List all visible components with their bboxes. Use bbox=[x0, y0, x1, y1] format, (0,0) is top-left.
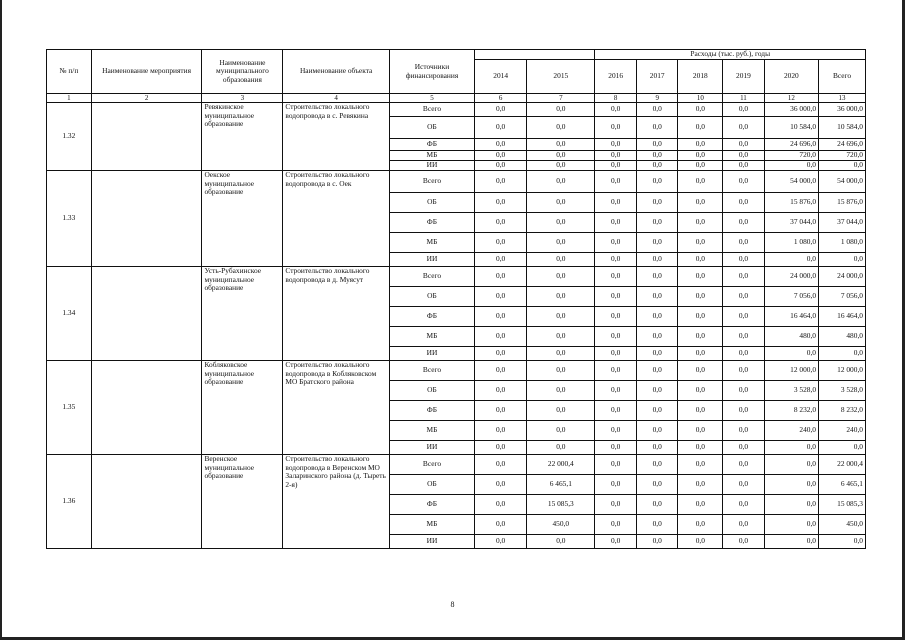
value-cell: 0,0 bbox=[636, 455, 678, 475]
total-cell: 15 085,3 bbox=[819, 495, 866, 515]
value-cell: 0,0 bbox=[527, 287, 595, 307]
col-number: 7 bbox=[527, 94, 595, 103]
col-number: 6 bbox=[475, 94, 527, 103]
value-cell: 0,0 bbox=[475, 117, 527, 139]
value-cell: 0,0 bbox=[595, 401, 637, 421]
value-cell: 0,0 bbox=[595, 421, 637, 441]
value-cell: 0,0 bbox=[764, 455, 818, 475]
object-cell: Строительство локального водопровода в с. Оек bbox=[283, 171, 389, 267]
row-index: 1.33 bbox=[47, 171, 92, 267]
value-cell: 36 000,0 bbox=[764, 103, 818, 117]
source-cell: ИИ bbox=[389, 535, 474, 549]
value-cell: 0,0 bbox=[678, 515, 723, 535]
total-cell: 16 464,0 bbox=[819, 307, 866, 327]
value-cell: 0,0 bbox=[595, 455, 637, 475]
value-cell: 0,0 bbox=[723, 361, 765, 381]
header-year: 2017 bbox=[636, 60, 678, 94]
value-cell: 0,0 bbox=[527, 401, 595, 421]
value-cell: 0,0 bbox=[475, 347, 527, 361]
budget-table bbox=[46, 49, 866, 549]
total-cell: 0,0 bbox=[819, 441, 866, 455]
total-cell: 10 584,0 bbox=[819, 117, 866, 139]
value-cell: 0,0 bbox=[678, 475, 723, 495]
value-cell: 0,0 bbox=[595, 267, 637, 287]
value-cell: 0,0 bbox=[636, 441, 678, 455]
value-cell: 0,0 bbox=[636, 401, 678, 421]
value-cell: 15 085,3 bbox=[527, 495, 595, 515]
value-cell: 0,0 bbox=[595, 361, 637, 381]
total-cell: 1 080,0 bbox=[819, 233, 866, 253]
value-cell: 0,0 bbox=[764, 535, 818, 549]
value-cell: 0,0 bbox=[678, 401, 723, 421]
value-cell: 0,0 bbox=[475, 475, 527, 495]
value-cell: 0,0 bbox=[678, 193, 723, 213]
value-cell: 0,0 bbox=[595, 287, 637, 307]
value-cell: 0,0 bbox=[527, 347, 595, 361]
header-expenses: Расходы (тыс. руб.), годы bbox=[595, 50, 866, 60]
total-cell: 720,0 bbox=[819, 151, 866, 161]
header-municipality: Наименование муниципального образования bbox=[202, 50, 283, 94]
value-cell: 0,0 bbox=[475, 287, 527, 307]
source-cell: ИИ bbox=[389, 161, 474, 171]
value-cell: 0,0 bbox=[723, 307, 765, 327]
total-cell: 0,0 bbox=[819, 253, 866, 267]
value-cell: 0,0 bbox=[678, 441, 723, 455]
value-cell: 0,0 bbox=[527, 535, 595, 549]
value-cell: 0,0 bbox=[723, 401, 765, 421]
value-cell: 24 000,0 bbox=[764, 267, 818, 287]
value-cell: 0,0 bbox=[595, 139, 637, 151]
value-cell: 0,0 bbox=[595, 103, 637, 117]
col-number: 5 bbox=[389, 94, 474, 103]
value-cell: 0,0 bbox=[636, 421, 678, 441]
value-cell: 24 696,0 bbox=[764, 139, 818, 151]
value-cell: 0,0 bbox=[678, 421, 723, 441]
total-cell: 54 000,0 bbox=[819, 171, 866, 193]
value-cell: 0,0 bbox=[475, 151, 527, 161]
value-cell: 0,0 bbox=[595, 381, 637, 401]
value-cell: 0,0 bbox=[527, 307, 595, 327]
value-cell: 0,0 bbox=[636, 495, 678, 515]
total-cell: 3 528,0 bbox=[819, 381, 866, 401]
value-cell: 0,0 bbox=[595, 347, 637, 361]
value-cell: 0,0 bbox=[527, 253, 595, 267]
value-cell: 0,0 bbox=[678, 455, 723, 475]
value-cell: 0,0 bbox=[678, 139, 723, 151]
value-cell: 0,0 bbox=[475, 253, 527, 267]
municipality-cell: Усть-Рубахинское муниципальное образование bbox=[202, 267, 283, 361]
source-cell: ОБ bbox=[389, 193, 474, 213]
value-cell: 0,0 bbox=[723, 475, 765, 495]
value-cell: 0,0 bbox=[595, 193, 637, 213]
value-cell: 0,0 bbox=[764, 495, 818, 515]
total-cell: 8 232,0 bbox=[819, 401, 866, 421]
value-cell: 0,0 bbox=[527, 327, 595, 347]
value-cell: 7 056,0 bbox=[764, 287, 818, 307]
header-year: 2016 bbox=[595, 60, 637, 94]
value-cell: 0,0 bbox=[475, 401, 527, 421]
total-cell: 22 000,4 bbox=[819, 455, 866, 475]
total-cell: 480,0 bbox=[819, 327, 866, 347]
value-cell: 480,0 bbox=[764, 327, 818, 347]
row-index: 1.36 bbox=[47, 455, 92, 549]
value-cell: 0,0 bbox=[527, 171, 595, 193]
col-number: 13 bbox=[819, 94, 866, 103]
value-cell: 0,0 bbox=[595, 535, 637, 549]
header-blank bbox=[475, 50, 595, 60]
total-cell: 450,0 bbox=[819, 515, 866, 535]
source-cell: ИИ bbox=[389, 347, 474, 361]
value-cell: 0,0 bbox=[764, 347, 818, 361]
value-cell: 0,0 bbox=[527, 117, 595, 139]
source-cell: МБ bbox=[389, 233, 474, 253]
value-cell: 0,0 bbox=[678, 327, 723, 347]
value-cell: 720,0 bbox=[764, 151, 818, 161]
value-cell: 0,0 bbox=[678, 117, 723, 139]
value-cell: 0,0 bbox=[723, 193, 765, 213]
value-cell: 0,0 bbox=[636, 171, 678, 193]
value-cell: 1 080,0 bbox=[764, 233, 818, 253]
header-year: 2014 bbox=[475, 60, 527, 94]
value-cell: 0,0 bbox=[723, 117, 765, 139]
col-number: 10 bbox=[678, 94, 723, 103]
value-cell: 0,0 bbox=[678, 347, 723, 361]
source-cell: ФБ bbox=[389, 213, 474, 233]
value-cell: 0,0 bbox=[475, 139, 527, 151]
event-cell bbox=[91, 361, 202, 455]
value-cell: 0,0 bbox=[723, 151, 765, 161]
value-cell: 0,0 bbox=[475, 535, 527, 549]
col-number: 4 bbox=[283, 94, 389, 103]
value-cell: 0,0 bbox=[595, 171, 637, 193]
source-cell: ОБ bbox=[389, 381, 474, 401]
total-cell: 0,0 bbox=[819, 347, 866, 361]
value-cell: 12 000,0 bbox=[764, 361, 818, 381]
value-cell: 0,0 bbox=[636, 381, 678, 401]
value-cell: 0,0 bbox=[595, 253, 637, 267]
source-cell: ОБ bbox=[389, 117, 474, 139]
value-cell: 0,0 bbox=[595, 213, 637, 233]
value-cell: 0,0 bbox=[723, 535, 765, 549]
value-cell: 0,0 bbox=[636, 117, 678, 139]
col-number: 12 bbox=[764, 94, 818, 103]
event-cell bbox=[91, 171, 202, 267]
source-cell: ФБ bbox=[389, 139, 474, 151]
value-cell: 0,0 bbox=[527, 267, 595, 287]
value-cell: 0,0 bbox=[595, 441, 637, 455]
source-cell: МБ bbox=[389, 151, 474, 161]
value-cell: 0,0 bbox=[527, 213, 595, 233]
table-row bbox=[47, 361, 866, 381]
value-cell: 54 000,0 bbox=[764, 171, 818, 193]
value-cell: 0,0 bbox=[475, 327, 527, 347]
value-cell: 0,0 bbox=[527, 139, 595, 151]
value-cell: 0,0 bbox=[475, 171, 527, 193]
total-cell: 15 876,0 bbox=[819, 193, 866, 213]
source-cell: ОБ bbox=[389, 287, 474, 307]
value-cell: 0,0 bbox=[678, 151, 723, 161]
value-cell: 3 528,0 bbox=[764, 381, 818, 401]
event-cell bbox=[91, 103, 202, 171]
value-cell: 0,0 bbox=[723, 161, 765, 171]
value-cell: 0,0 bbox=[527, 441, 595, 455]
municipality-cell: Веренское муниципальное образование bbox=[202, 455, 283, 549]
value-cell: 0,0 bbox=[475, 307, 527, 327]
value-cell: 0,0 bbox=[595, 307, 637, 327]
value-cell: 0,0 bbox=[636, 475, 678, 495]
value-cell: 0,0 bbox=[678, 103, 723, 117]
total-cell: 37 044,0 bbox=[819, 213, 866, 233]
source-cell: МБ bbox=[389, 515, 474, 535]
row-index: 1.34 bbox=[47, 267, 92, 361]
value-cell: 0,0 bbox=[636, 233, 678, 253]
source-cell: ФБ bbox=[389, 495, 474, 515]
col-number: 1 bbox=[47, 94, 92, 103]
total-cell: 240,0 bbox=[819, 421, 866, 441]
value-cell: 0,0 bbox=[636, 139, 678, 151]
value-cell: 0,0 bbox=[723, 233, 765, 253]
value-cell: 0,0 bbox=[636, 193, 678, 213]
value-cell: 15 876,0 bbox=[764, 193, 818, 213]
col-number: 3 bbox=[202, 94, 283, 103]
value-cell: 0,0 bbox=[678, 361, 723, 381]
value-cell: 0,0 bbox=[636, 161, 678, 171]
source-cell: ИИ bbox=[389, 253, 474, 267]
total-cell: 24 000,0 bbox=[819, 267, 866, 287]
value-cell: 0,0 bbox=[723, 347, 765, 361]
value-cell: 0,0 bbox=[595, 515, 637, 535]
value-cell: 0,0 bbox=[678, 253, 723, 267]
value-cell: 0,0 bbox=[475, 515, 527, 535]
value-cell: 0,0 bbox=[636, 515, 678, 535]
value-cell: 0,0 bbox=[678, 267, 723, 287]
total-cell: 12 000,0 bbox=[819, 361, 866, 381]
value-cell: 0,0 bbox=[636, 253, 678, 267]
value-cell: 0,0 bbox=[527, 233, 595, 253]
value-cell: 0,0 bbox=[475, 193, 527, 213]
header-source: Источники финансирования bbox=[389, 50, 474, 94]
value-cell: 0,0 bbox=[678, 495, 723, 515]
header-event: Наименование мероприятия bbox=[91, 50, 202, 94]
object-cell: Строительство локального водопровода в с. Ревякина bbox=[283, 103, 389, 171]
source-cell: Всего bbox=[389, 103, 474, 117]
municipality-cell: Кобляковское муниципальное образование bbox=[202, 361, 283, 455]
value-cell: 0,0 bbox=[475, 441, 527, 455]
value-cell: 0,0 bbox=[475, 361, 527, 381]
col-number: 2 bbox=[91, 94, 202, 103]
value-cell: 0,0 bbox=[475, 267, 527, 287]
value-cell: 0,0 bbox=[475, 213, 527, 233]
table-row bbox=[47, 267, 866, 287]
value-cell: 0,0 bbox=[678, 233, 723, 253]
total-cell: 6 465,1 bbox=[819, 475, 866, 495]
value-cell: 0,0 bbox=[595, 495, 637, 515]
event-cell bbox=[91, 455, 202, 549]
value-cell: 0,0 bbox=[475, 455, 527, 475]
value-cell: 0,0 bbox=[475, 381, 527, 401]
value-cell: 0,0 bbox=[678, 535, 723, 549]
header-year: 2020 bbox=[764, 60, 818, 94]
value-cell: 450,0 bbox=[527, 515, 595, 535]
value-cell: 0,0 bbox=[527, 361, 595, 381]
event-cell bbox=[91, 267, 202, 361]
value-cell: 0,0 bbox=[764, 475, 818, 495]
value-cell: 0,0 bbox=[595, 161, 637, 171]
value-cell: 16 464,0 bbox=[764, 307, 818, 327]
value-cell: 0,0 bbox=[595, 117, 637, 139]
value-cell: 0,0 bbox=[678, 287, 723, 307]
source-cell: Всего bbox=[389, 455, 474, 475]
value-cell: 0,0 bbox=[723, 441, 765, 455]
value-cell: 0,0 bbox=[764, 441, 818, 455]
page-number: 8 bbox=[450, 600, 455, 609]
source-cell: Всего bbox=[389, 171, 474, 193]
header-year: 2015 bbox=[527, 60, 595, 94]
value-cell: 0,0 bbox=[678, 213, 723, 233]
total-cell: 24 696,0 bbox=[819, 139, 866, 151]
header-object: Наименование объекта bbox=[283, 50, 389, 94]
value-cell: 0,0 bbox=[723, 171, 765, 193]
value-cell: 0,0 bbox=[764, 253, 818, 267]
source-cell: ФБ bbox=[389, 401, 474, 421]
col-number: 8 bbox=[595, 94, 637, 103]
header-year: 2019 bbox=[723, 60, 765, 94]
header-no: № п/п bbox=[47, 50, 92, 94]
value-cell: 0,0 bbox=[723, 213, 765, 233]
value-cell: 0,0 bbox=[527, 381, 595, 401]
value-cell: 8 232,0 bbox=[764, 401, 818, 421]
value-cell: 0,0 bbox=[764, 161, 818, 171]
value-cell: 0,0 bbox=[723, 253, 765, 267]
value-cell: 0,0 bbox=[636, 103, 678, 117]
total-cell: 0,0 bbox=[819, 535, 866, 549]
source-cell: Всего bbox=[389, 361, 474, 381]
value-cell: 0,0 bbox=[475, 495, 527, 515]
value-cell: 0,0 bbox=[723, 495, 765, 515]
source-cell: ФБ bbox=[389, 307, 474, 327]
total-cell: 0,0 bbox=[819, 161, 866, 171]
source-cell: МБ bbox=[389, 327, 474, 347]
value-cell: 0,0 bbox=[636, 535, 678, 549]
scan-edge-left bbox=[0, 0, 2, 640]
value-cell: 0,0 bbox=[723, 421, 765, 441]
object-cell: Строительство локального водопровода в Кобляковском МО Братского района bbox=[283, 361, 389, 455]
source-cell: ОБ bbox=[389, 475, 474, 495]
col-number: 11 bbox=[723, 94, 765, 103]
value-cell: 0,0 bbox=[527, 421, 595, 441]
municipality-cell: Ревякинское муниципальное образование bbox=[202, 103, 283, 171]
value-cell: 0,0 bbox=[723, 455, 765, 475]
table-row bbox=[47, 171, 866, 193]
table-row bbox=[47, 455, 866, 475]
value-cell: 0,0 bbox=[723, 267, 765, 287]
value-cell: 0,0 bbox=[527, 151, 595, 161]
value-cell: 0,0 bbox=[636, 213, 678, 233]
value-cell: 0,0 bbox=[723, 515, 765, 535]
source-cell: ИИ bbox=[389, 441, 474, 455]
value-cell: 0,0 bbox=[595, 233, 637, 253]
value-cell: 0,0 bbox=[678, 171, 723, 193]
value-cell: 22 000,4 bbox=[527, 455, 595, 475]
value-cell: 0,0 bbox=[723, 381, 765, 401]
value-cell: 0,0 bbox=[475, 161, 527, 171]
value-cell: 0,0 bbox=[678, 161, 723, 171]
value-cell: 0,0 bbox=[475, 233, 527, 253]
municipality-cell: Оекское муниципальное образование bbox=[202, 171, 283, 267]
value-cell: 0,0 bbox=[595, 151, 637, 161]
table-body bbox=[47, 103, 866, 549]
value-cell: 10 584,0 bbox=[764, 117, 818, 139]
total-cell: 7 056,0 bbox=[819, 287, 866, 307]
value-cell: 0,0 bbox=[636, 361, 678, 381]
value-cell: 0,0 bbox=[723, 103, 765, 117]
header-year: 2018 bbox=[678, 60, 723, 94]
value-cell: 0,0 bbox=[636, 347, 678, 361]
value-cell: 0,0 bbox=[636, 267, 678, 287]
value-cell: 37 044,0 bbox=[764, 213, 818, 233]
value-cell: 0,0 bbox=[636, 151, 678, 161]
value-cell: 0,0 bbox=[678, 381, 723, 401]
value-cell: 0,0 bbox=[636, 327, 678, 347]
object-cell: Строительство локального водопровода в д. Муясут bbox=[283, 267, 389, 361]
value-cell: 0,0 bbox=[595, 475, 637, 495]
source-cell: Всего bbox=[389, 267, 474, 287]
value-cell: 0,0 bbox=[527, 161, 595, 171]
table-row bbox=[47, 103, 866, 117]
row-index: 1.35 bbox=[47, 361, 92, 455]
row-index: 1.32 bbox=[47, 103, 92, 171]
value-cell: 6 465,1 bbox=[527, 475, 595, 495]
total-cell: 36 000,0 bbox=[819, 103, 866, 117]
value-cell: 0,0 bbox=[595, 327, 637, 347]
value-cell: 0,0 bbox=[475, 421, 527, 441]
col-number: 9 bbox=[636, 94, 678, 103]
value-cell: 0,0 bbox=[527, 193, 595, 213]
value-cell: 0,0 bbox=[636, 307, 678, 327]
value-cell: 0,0 bbox=[527, 103, 595, 117]
value-cell: 0,0 bbox=[636, 287, 678, 307]
header-total: Всего bbox=[819, 60, 866, 94]
value-cell: 0,0 bbox=[475, 103, 527, 117]
value-cell: 0,0 bbox=[723, 327, 765, 347]
column-number-row bbox=[47, 94, 866, 103]
value-cell: 0,0 bbox=[764, 515, 818, 535]
source-cell: МБ bbox=[389, 421, 474, 441]
value-cell: 0,0 bbox=[723, 139, 765, 151]
value-cell: 0,0 bbox=[723, 287, 765, 307]
value-cell: 240,0 bbox=[764, 421, 818, 441]
value-cell: 0,0 bbox=[678, 307, 723, 327]
object-cell: Строительство локального водопровода в Веренском МО Заларинского района (д. Тыреть 2-я) bbox=[283, 455, 389, 549]
